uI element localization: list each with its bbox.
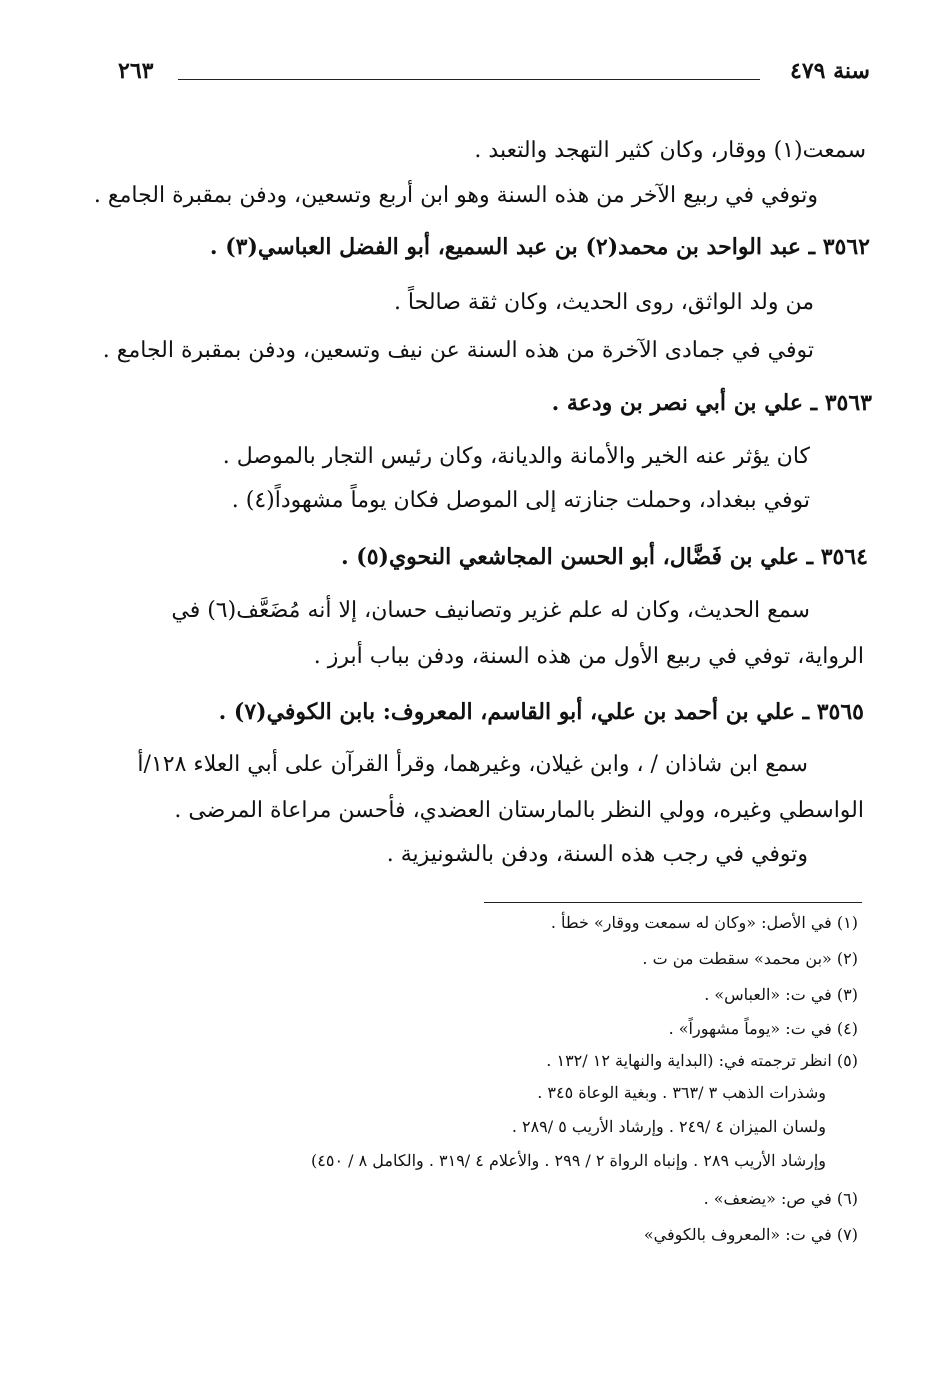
body-line: كان يؤثر عنه الخير والأمانة والديانة، وكان رئيس التجار بالموصل . [222, 444, 810, 469]
body-line: توفي ببغداد، وحملت جنازته إلى الموصل فكان يوماً مشهوداً(٤) . [231, 488, 810, 513]
body-line: الرواية، توفي في ربيع الأول من هذه السنة، ودفن بباب أبرز . [313, 644, 864, 669]
footnote: (٧) في ت: «المعروف بالكوفي» [643, 1225, 858, 1244]
body-line: سمع الحديث، وكان له علم غزير وتصانيف حسان، إلا أنه مُضَعَّف(٦) في [171, 598, 810, 623]
entry-heading: ٣٥٦٢ ـ عبد الواحد بن محمد(٢) بن عبد السميع، أبو الفضل العباسي(٣) . [209, 234, 870, 260]
footnote: (٢) «بن محمد» سقطت من ت . [642, 949, 858, 968]
running-header [118, 58, 870, 92]
footnote: (١) في الأصل: «وكان له سمعت ووقار» خطأ . [550, 913, 858, 932]
footnote: (٣) في ت: «العباس» . [704, 985, 858, 1004]
footnote: (٥) انظر ترجمته في: (البداية والنهاية ١٢ /١٣٢ . [546, 1051, 858, 1070]
footnote: (٦) في ص: «يضعف» . [703, 1189, 858, 1208]
body-line: توفي في جمادى الآخرة من هذه السنة عن نيف وتسعين، ودفن بمقبرة الجامع . [102, 338, 814, 363]
header-year: سنة ٤٧٩ [790, 58, 870, 84]
body-line: الواسطي وغيره، وولي النظر بالمارستان العضدي، فأحسن مراعاة المرضى . [174, 798, 864, 823]
body-line: من ولد الواثق، روى الحديث، وكان ثقة صالحاً . [393, 290, 814, 315]
page-number: ٢٦٣ [118, 58, 154, 84]
footnote-rule [484, 902, 862, 903]
entry-heading: ٣٥٦٥ ـ علي بن أحمد بن علي، أبو القاسم، المعروف: بابن الكوفي(٧) . [218, 699, 864, 725]
header-rule [178, 79, 760, 80]
entry-heading: ٣٥٦٣ ـ علي بن أبي نصر بن ودعة . [551, 390, 872, 416]
footnote-continuation: وإرشاد الأريب ٢٨٩ . وإنباه الرواة ٢ / ٢٩٩ . والأعلام ٤ /٣١٩ . والكامل ٨ / ٤٥٠) [311, 1151, 826, 1170]
entry-heading: ٣٥٦٤ ـ علي بن فَضَّال، أبو الحسن المجاشعي النحوي(٥) . [340, 544, 868, 570]
body-line: سمعت(١) ووقار، وكان كثير التهجد والتعبد . [474, 138, 866, 163]
body-line: سمع ابن شاذان / ، وابن غيلان، وغيرهما، وقرأ القرآن على أبي العلاء ١٢٨/أ [137, 752, 808, 777]
footnote: (٤) في ت: «يوماً مشهوراً» . [668, 1019, 858, 1038]
body-line: وتوفي في ربيع الآخر من هذه السنة وهو ابن أربع وتسعين، ودفن بمقبرة الجامع . [93, 183, 818, 208]
footnote-continuation: ولسان الميزان ٤ /٢٤٩ . وإرشاد الأريب ٥ /٢٨٩ . [511, 1117, 826, 1136]
footnote-continuation: وشذرات الذهب ٣ /٣٦٣ . وبغية الوعاة ٣٤٥ . [537, 1083, 826, 1102]
body-line: وتوفي في رجب هذه السنة، ودفن بالشونيزية . [386, 842, 808, 867]
